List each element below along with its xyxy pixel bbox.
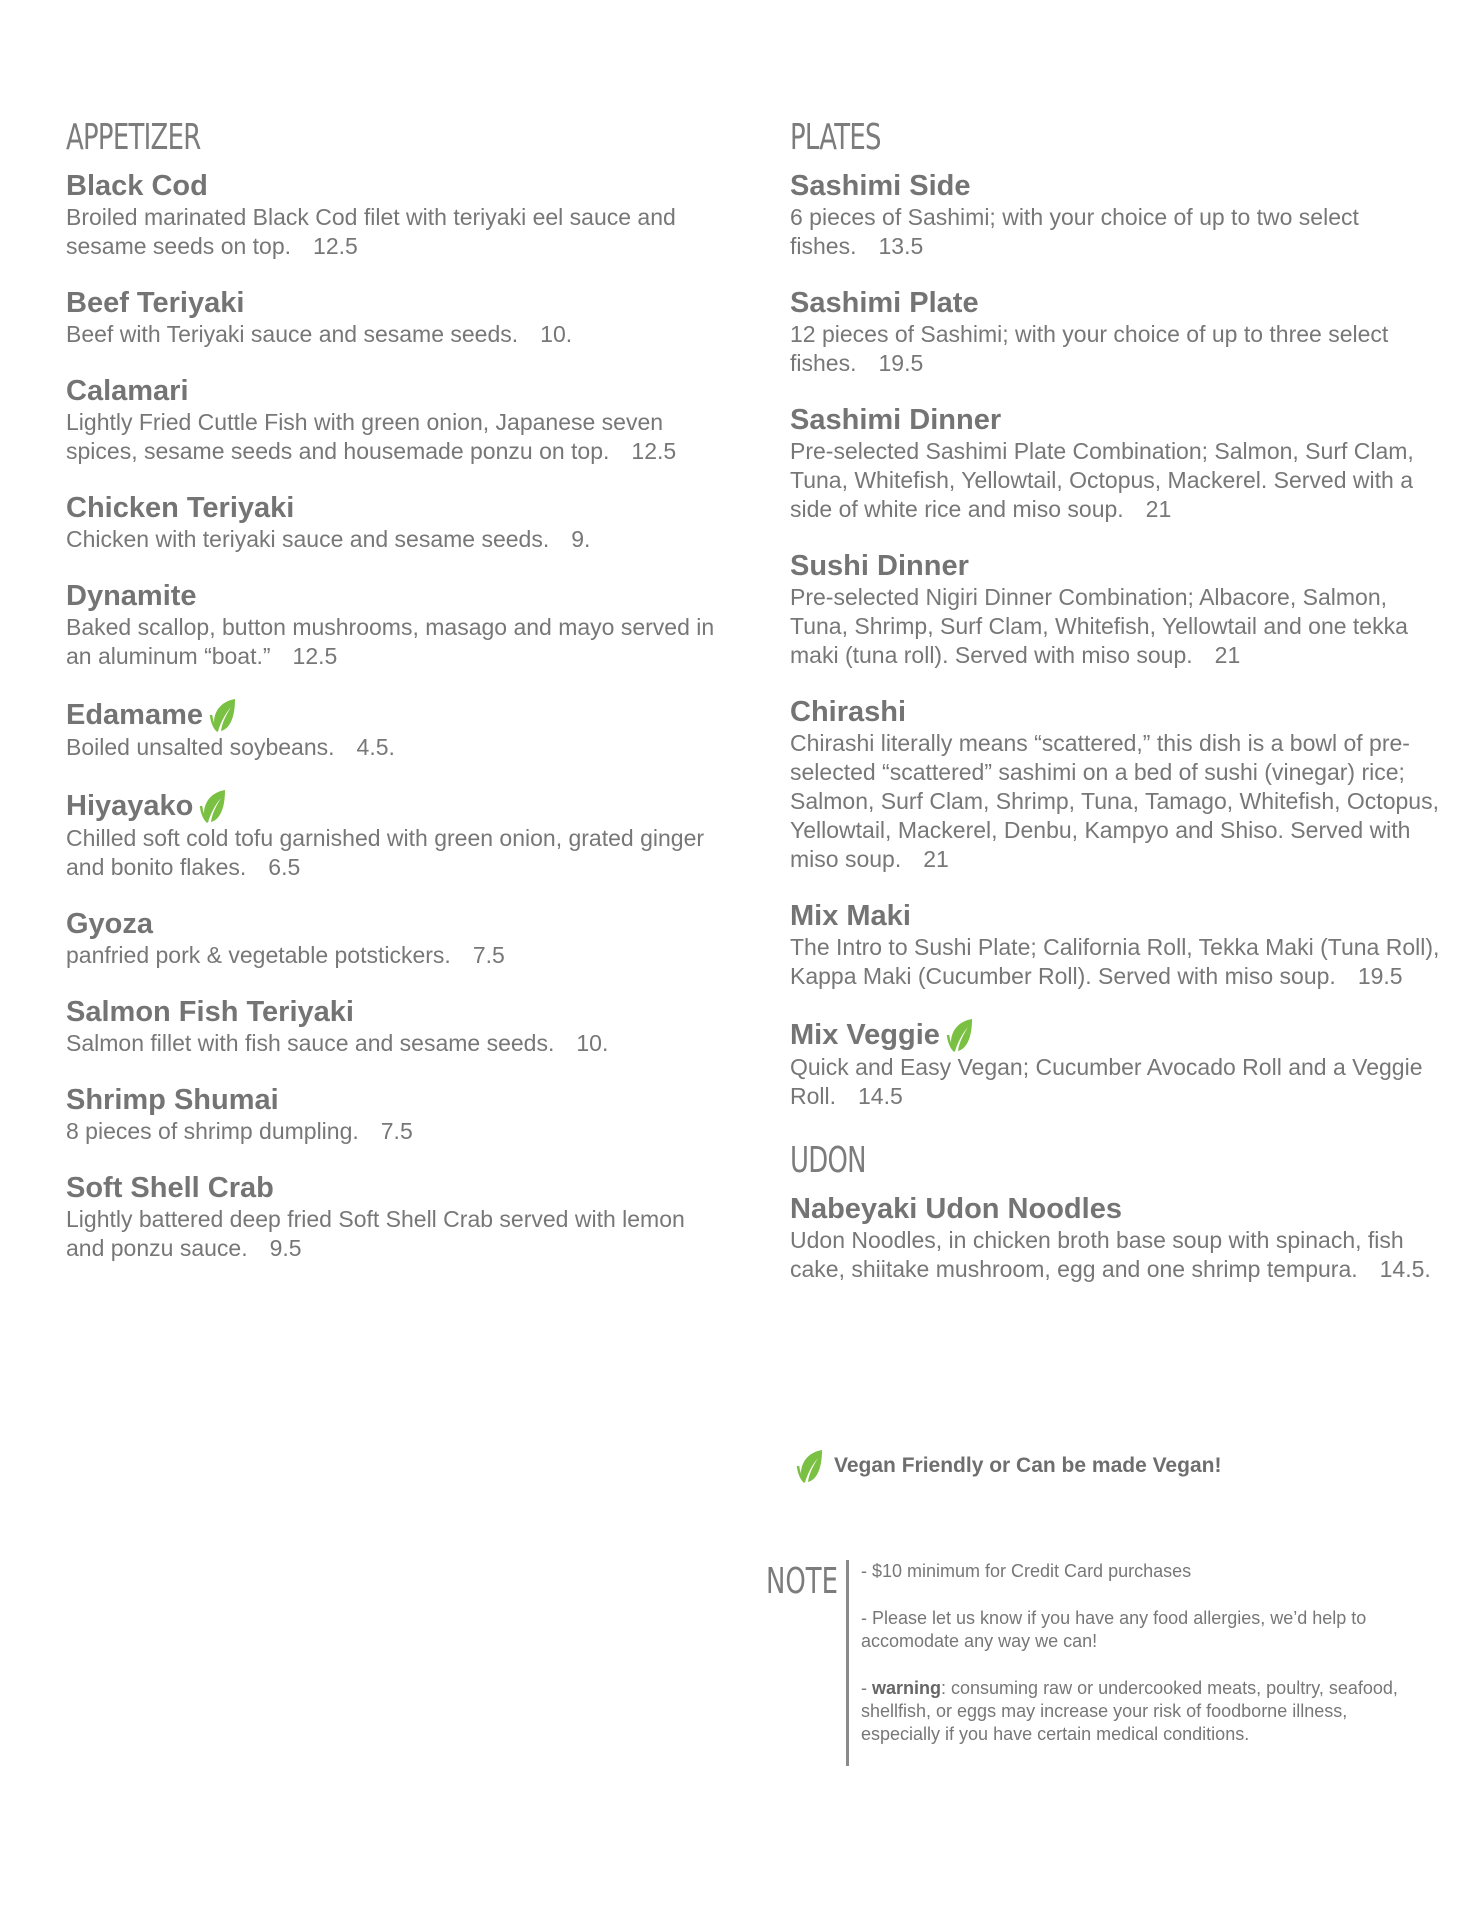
menu-item-description	[66, 525, 726, 554]
menu-item-description	[66, 1117, 726, 1146]
menu-item-price: 12.5	[313, 233, 358, 259]
menu-item	[790, 696, 1450, 874]
menu-item	[66, 908, 726, 970]
menu-item-description	[790, 203, 1450, 261]
menu-item-description-text: Udon Noodles, in chicken broth base soup with spinach, fish cake, shiitake mushroom, egg and one shrimp tempura.	[790, 1227, 1404, 1282]
menu-item-name	[790, 404, 1450, 437]
menu-item-description-text: Boiled unsalted soybeans.	[66, 734, 335, 760]
menu-item-name-text: Soft Shell Crab	[66, 1172, 274, 1204]
note-line-credit-card: - $10 minimum for Credit Card purchases	[861, 1561, 1192, 1581]
left-column	[66, 114, 726, 1289]
menu-item	[790, 550, 1450, 670]
menu-item-description	[66, 408, 726, 466]
menu-item-name	[66, 287, 726, 320]
menu-item-name-text: Hiyayako	[66, 789, 194, 822]
leaf-icon	[209, 697, 237, 733]
note-line-allergies: - Please let us know if you have any food allergies, we’d help to accomodate any way we can!	[861, 1608, 1367, 1651]
menu-item-description	[790, 437, 1450, 524]
menu-item-price: 19.5	[1357, 963, 1403, 989]
menu-item-description-text: Beef with Teriyaki sauce and sesame seeds.	[66, 321, 519, 347]
menu-item-name	[66, 697, 726, 733]
menu-item	[66, 375, 726, 466]
menu-item-description-text: Lightly battered deep fried Soft Shell Crab served with lemon and ponzu sauce.	[66, 1206, 685, 1261]
menu-item-price: 7.5	[380, 1118, 413, 1144]
appetizer-section-title: APPETIZER	[66, 117, 201, 158]
menu-item-description	[66, 203, 726, 261]
menu-item-price: 4.5.	[356, 734, 395, 760]
menu-item-description-text: Pre-selected Nigiri Dinner Combination; Albacore, Salmon, Tuna, Shrimp, Surf Clam, Whitefish, Yellowtail and one tekka maki (tuna roll). Served with miso soup.	[790, 584, 1408, 668]
menu-item	[66, 1172, 726, 1263]
menu-item-description-text: panfried pork & vegetable potstickers.	[66, 942, 451, 968]
menu-item-name	[66, 580, 726, 613]
menu-item-name-text: Sushi Dinner	[790, 550, 969, 582]
menu-item	[66, 788, 726, 882]
menu-item-name	[66, 1172, 726, 1205]
menu-item-description-text: Chirashi literally means “scattered,” this dish is a bowl of pre-selected “scattered” sashimi on a bed of sushi (vinegar) rice; Salmon, Surf Clam, Shrimp, Tuna, Tamago, Whitefish, Octopus, Yellowtail, Mackerel, Denbu, Kampyo and Shiso. Served with miso soup.	[790, 730, 1439, 872]
note-warning-prefix: -	[861, 1678, 872, 1698]
menu-item-price: 14.5	[858, 1083, 903, 1109]
note-body	[846, 1560, 1421, 1766]
menu-item-price: 9.	[571, 526, 591, 552]
menu-item-description-text: Broiled marinated Black Cod filet with teriyaki eel sauce and sesame seeds on top.	[66, 204, 676, 259]
note-title: NOTE	[766, 1561, 839, 1602]
menu-item-price: 9.5	[269, 1235, 302, 1261]
udon-list	[790, 1193, 1450, 1284]
menu-item	[790, 404, 1450, 524]
menu-item	[66, 287, 726, 349]
menu-item-name	[790, 1017, 1450, 1053]
menu-item-description	[66, 1029, 726, 1058]
menu-item-price: 21	[1145, 496, 1172, 522]
menu-item	[66, 492, 726, 554]
menu-item-description-text: Pre-selected Sashimi Plate Combination; Salmon, Surf Clam, Tuna, Whitefish, Yellowtail, Octopus, Mackerel. Served with a side of white rice and miso soup.	[790, 438, 1414, 522]
menu-item-name-text: Black Cod	[66, 170, 208, 202]
menu-item-name	[790, 900, 1450, 933]
menu-item-price: 6.5	[268, 854, 301, 880]
menu-item-name-text: Chirashi	[790, 696, 907, 728]
menu-item	[66, 580, 726, 671]
menu-item-name-text: Sashimi Plate	[790, 287, 979, 319]
menu-item-description-text: The Intro to Sushi Plate; California Roll, Tekka Maki (Tuna Roll), Kappa Maki (Cucumber Roll). Served with miso soup.	[790, 934, 1440, 989]
menu-item-description-text: Chicken with teriyaki sauce and sesame seeds.	[66, 526, 550, 552]
menu-item-description	[790, 320, 1450, 378]
vegan-legend-text: Vegan Friendly or Can be made Vegan!	[834, 1454, 1222, 1477]
menu-item-description	[790, 1053, 1450, 1111]
menu-item-description	[790, 1226, 1450, 1284]
menu-item	[790, 1193, 1450, 1284]
note-block	[766, 1560, 1456, 1766]
menu-item	[790, 900, 1450, 991]
menu-item-description	[790, 933, 1450, 991]
menu-item-name	[66, 788, 726, 824]
menu-item-description	[790, 729, 1450, 874]
menu-item	[790, 170, 1450, 261]
menu-item-description	[66, 613, 726, 671]
menu-item-price: 21	[1214, 642, 1241, 668]
menu-item-description-text: 8 pieces of shrimp dumpling.	[66, 1118, 359, 1144]
menu-item-description-text: Quick and Easy Vegan; Cucumber Avocado Roll and a Veggie Roll.	[790, 1054, 1423, 1109]
menu-item-name-text: Chicken Teriyaki	[66, 492, 295, 524]
leaf-icon	[199, 788, 227, 824]
note-warning-label: warning	[872, 1678, 942, 1698]
menu-item-name-text: Sashimi Dinner	[790, 404, 1002, 436]
menu-item-name-text: Beef Teriyaki	[66, 287, 245, 319]
appetizer-list	[66, 170, 726, 1263]
menu-item-price: 10.	[540, 321, 573, 347]
menu-item-price: 12.5	[292, 643, 338, 669]
menu-item-name	[66, 996, 726, 1029]
menu-item-description	[66, 824, 726, 882]
menu-item-name-text: Edamame	[66, 698, 204, 731]
menu-item-description	[66, 1205, 726, 1263]
menu-item-name-text: Nabeyaki Udon Noodles	[790, 1193, 1122, 1225]
vegan-legend	[790, 1448, 1221, 1484]
menu-item-name-text: Sashimi Side	[790, 170, 971, 202]
menu-item	[790, 287, 1450, 378]
menu-item-description-text: Salmon fillet with fish sauce and sesame seeds.	[66, 1030, 555, 1056]
menu-item-price: 10.	[576, 1030, 609, 1056]
menu-item-name	[790, 550, 1450, 583]
menu-item-description-text: Chilled soft cold tofu garnished with green onion, grated ginger and bonito flakes.	[66, 825, 705, 880]
menu-item-name-text: Mix Veggie	[790, 1018, 940, 1051]
menu-item-name	[66, 908, 726, 941]
menu-item	[66, 170, 726, 261]
menu-item-name	[790, 1193, 1450, 1226]
right-column	[790, 114, 1450, 1310]
menu-item-description-text: Baked scallop, button mushrooms, masago and mayo served in an aluminum “boat.”	[66, 614, 715, 669]
menu-item-price: 14.5.	[1379, 1256, 1431, 1282]
menu-item-price: 7.5	[472, 942, 505, 968]
menu-item-name-text: Salmon Fish Teriyaki	[66, 996, 354, 1028]
menu-item-description-text: 12 pieces of Sashimi; with your choice of up to three select fishes.	[790, 321, 1389, 376]
menu-item	[66, 697, 726, 762]
udon-section-title: UDON	[790, 1140, 866, 1181]
menu-item-price: 12.5	[631, 438, 677, 464]
menu-item-name-text: Gyoza	[66, 908, 154, 940]
menu-item-description-text: Lightly Fried Cuttle Fish with green onion, Japanese seven spices, sesame seeds and housemade ponzu on top.	[66, 409, 664, 464]
menu-item	[66, 996, 726, 1058]
menu-item-name	[790, 696, 1450, 729]
note-line-warning	[861, 1677, 1421, 1746]
menu-item-description	[66, 320, 726, 349]
plates-section-title: PLATES	[790, 117, 881, 158]
plates-list	[790, 170, 1450, 1111]
menu-item-name-text: Dynamite	[66, 580, 197, 612]
menu-item-name	[66, 170, 726, 203]
menu-item-name	[790, 287, 1450, 320]
menu-item-name	[66, 492, 726, 525]
note-warning-text: : consuming raw or undercooked meats, poultry, seafood, shellfish, or eggs may increase your risk of foodborne illness, especially if you have certain medical conditions.	[861, 1678, 1398, 1744]
leaf-icon	[796, 1448, 824, 1484]
menu-item-name	[66, 1084, 726, 1117]
menu-item-name	[790, 170, 1450, 203]
menu-item-description	[790, 583, 1450, 670]
menu-item-name	[66, 375, 726, 408]
menu-item-price: 21	[923, 846, 949, 872]
menu-item-description	[66, 733, 726, 762]
menu-item-name-text: Shrimp Shumai	[66, 1084, 279, 1116]
menu-item-description-text: 6 pieces of Sashimi; with your choice of up to two select fishes.	[790, 204, 1359, 259]
menu-item-name-text: Mix Maki	[790, 900, 911, 932]
menu-item	[66, 1084, 726, 1146]
menu-item-description	[66, 941, 726, 970]
leaf-icon	[946, 1017, 974, 1053]
menu-item-price: 13.5	[878, 233, 924, 259]
menu-item-price: 19.5	[878, 350, 924, 376]
menu-item-name-text: Calamari	[66, 375, 189, 407]
menu-item	[790, 1017, 1450, 1111]
